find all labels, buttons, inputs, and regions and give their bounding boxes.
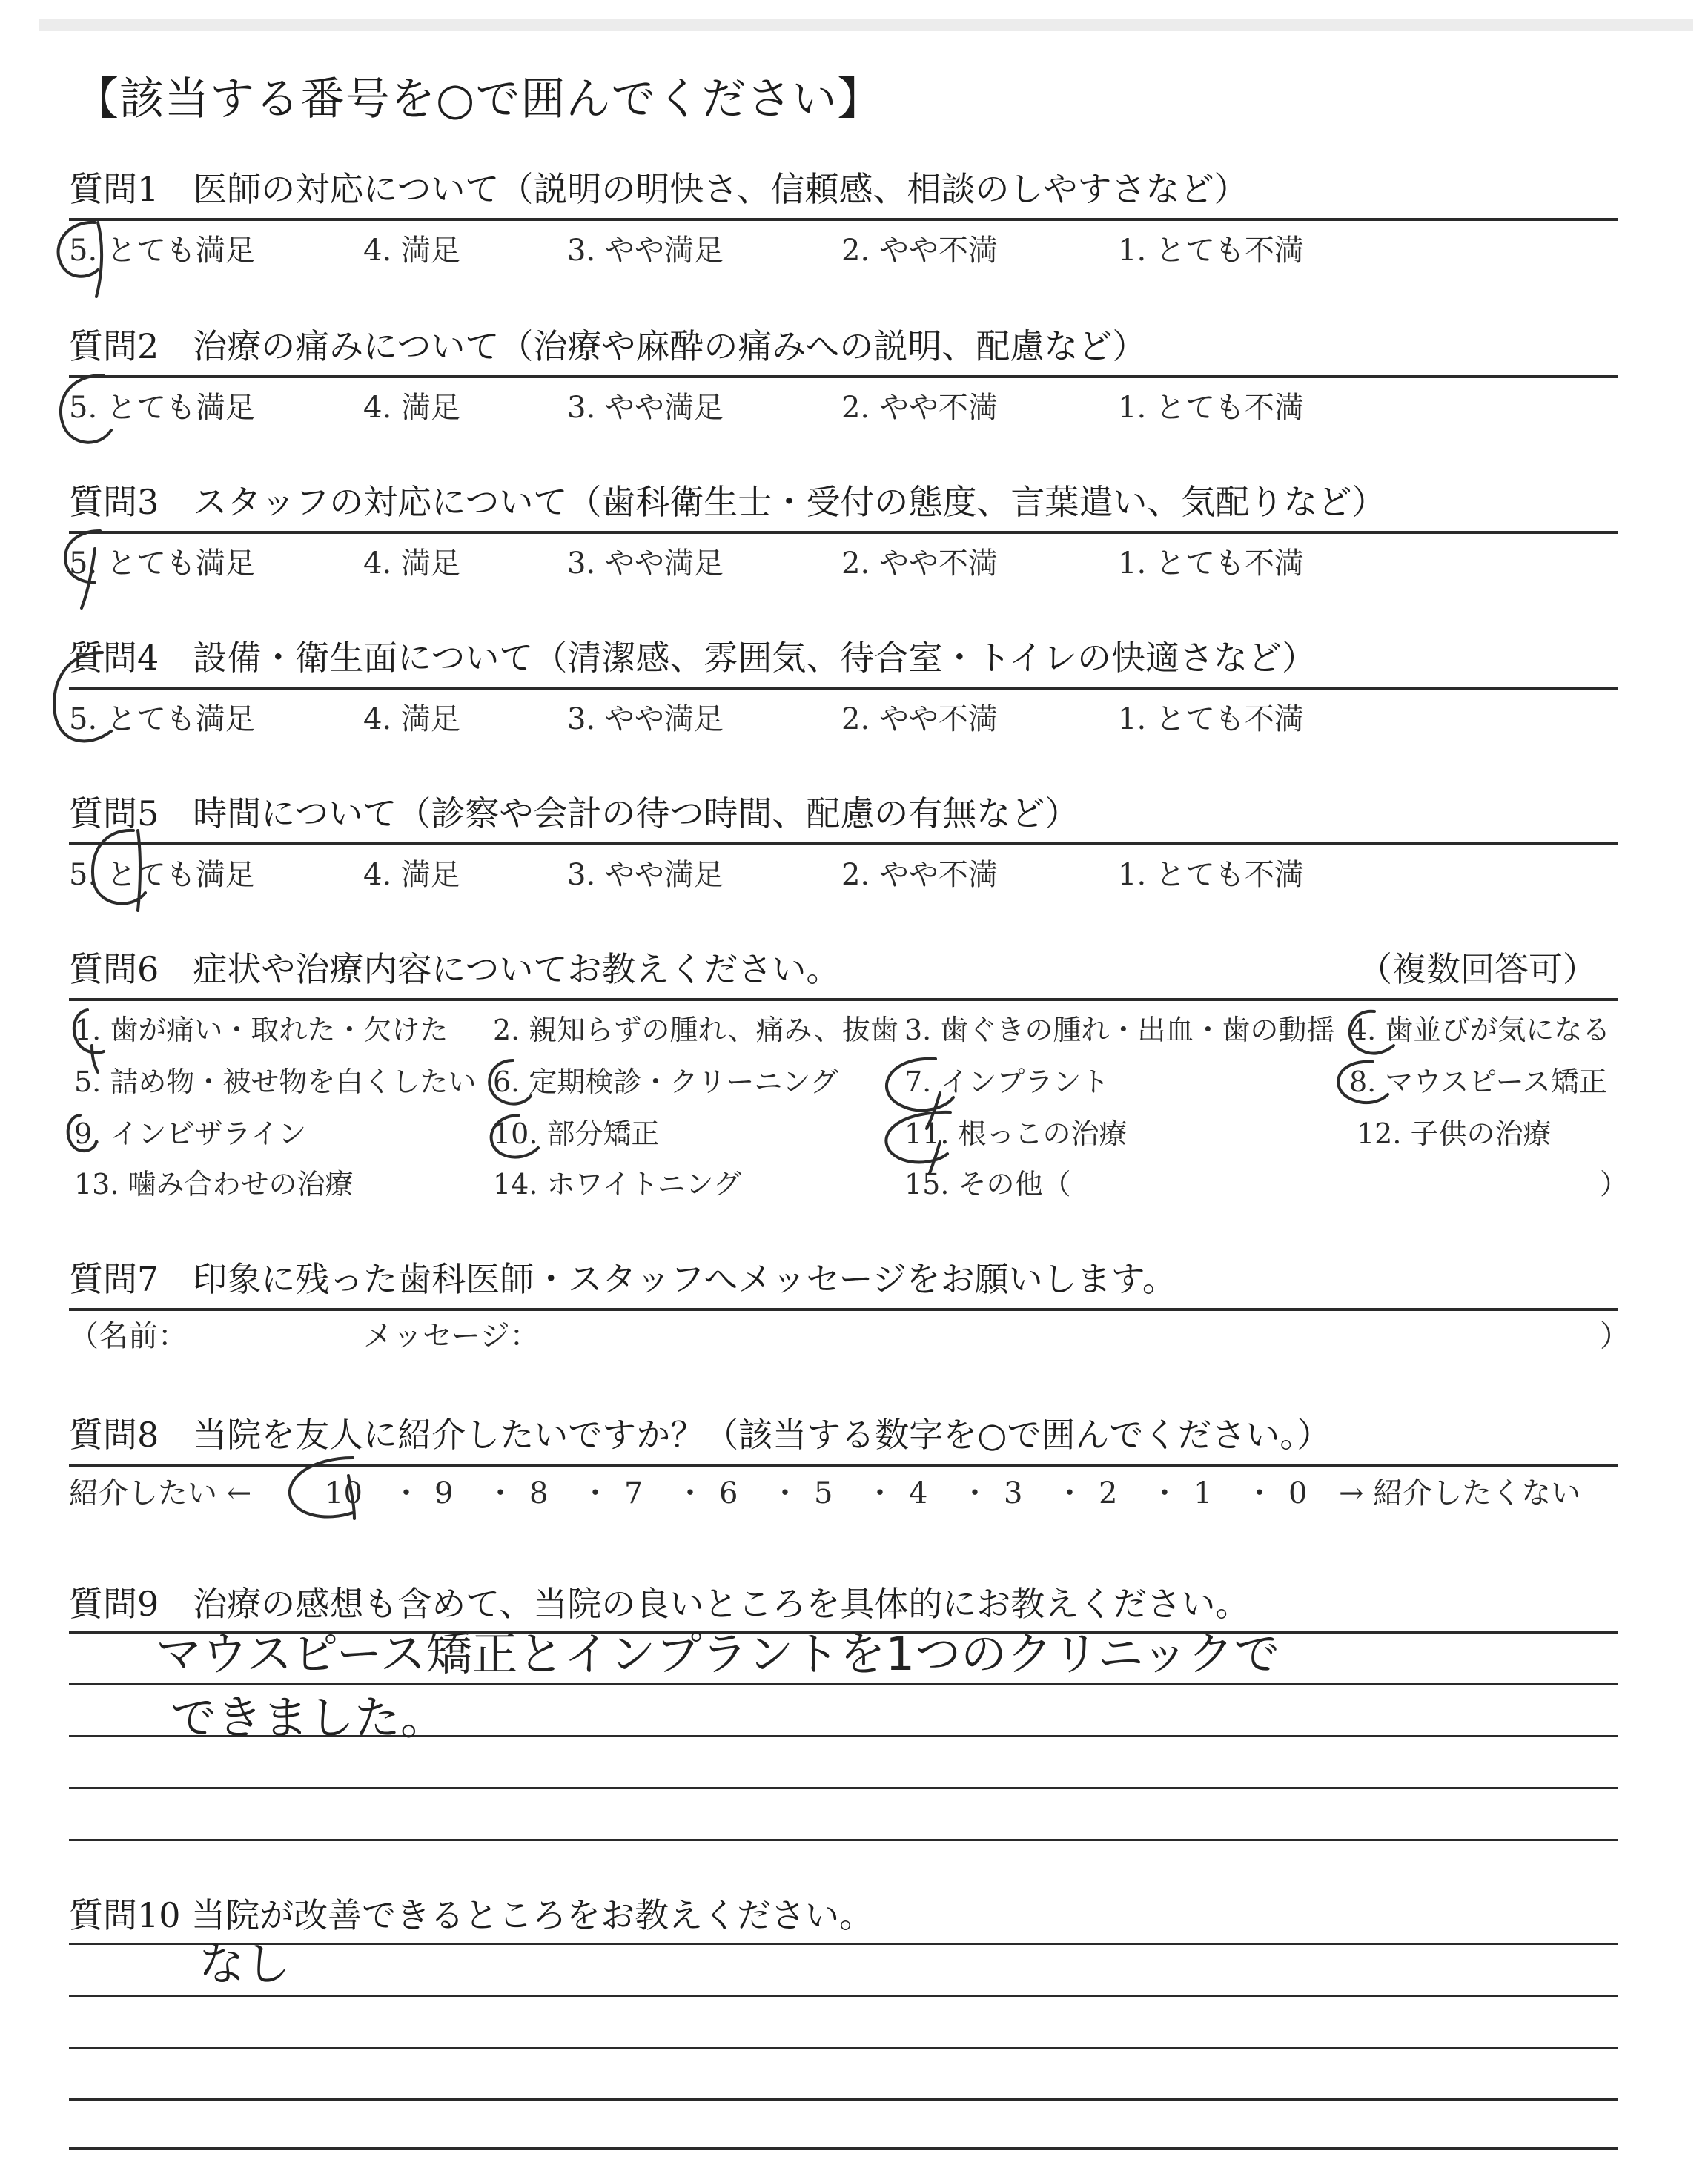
question-2: 質問2 治療の痛みについて（治療や麻酔の痛みへの説明、配慮など） [69,326,1147,366]
q9-answer-line-1: マウスピース矯正とインプラントを1つのクリニックで [156,1627,1280,1681]
q2-option-2[interactable]: 2. やや不満 [841,391,998,425]
question-5: 質問5 時間について（診察や会計の待つ時間、配慮の有無など） [69,793,1079,833]
q10-line [69,1995,1618,1997]
q8-option-5[interactable]: 5 [814,1476,833,1510]
question-8: 質問8 当院を友人に紹介したいですか？（該当する数字を○で囲んでください。） [69,1415,1331,1455]
q8-right-label: → 紹介したくない [1339,1476,1581,1510]
q8-dot: ・ [1245,1476,1274,1510]
q8-dot: ・ [391,1476,421,1510]
question-7: 質問7 印象に残った歯科医師・スタッフへメッセージをお願いします。 [69,1259,1176,1299]
q6-option-3[interactable]: 3. 歯ぐきの腫れ・出血・歯の動揺 [904,1014,1335,1046]
q6-option-6[interactable]: 6. 定期検診・クリーニング [493,1066,838,1098]
q8-dot: ・ [865,1476,895,1510]
q8-option-10[interactable]: 10 [325,1476,363,1510]
question-10: 質問10 当院が改善できるところをお教えください。 [69,1895,874,1935]
question-4: 質問4 設備・衛生面について（清潔感、雰囲気、待合室・トイレの快適さなど） [69,638,1317,678]
q10-line [69,2047,1618,2049]
scan-top-edge [39,19,1693,31]
q6-other-close: ） [1600,1168,1629,1200]
q6-option-8[interactable]: 8. マウスピース矯正 [1349,1066,1607,1098]
question-1: 質問1 医師の対応について（説明の明快さ、信頼感、相談のしやすさなど） [69,169,1248,209]
q1-option-5[interactable]: 5. とても満足 [69,234,255,268]
q8-left-label: 紹介したい ← [69,1476,252,1510]
q8-dot: ・ [1055,1476,1085,1510]
q9-line [69,1787,1618,1789]
q10-line [69,1943,1618,1945]
q8-option-1[interactable]: 1 [1194,1476,1213,1510]
q4-option-1[interactable]: 1. とても不満 [1118,702,1304,736]
q4-option-3[interactable]: 3. やや満足 [567,702,724,736]
q7-close: ） [1600,1319,1629,1353]
q5-option-5[interactable]: 5. とても満足 [69,858,255,892]
question-1-rule [69,218,1618,221]
q6-option-14[interactable]: 14. ホワイトニング [493,1168,742,1200]
question-2-rule [69,375,1618,378]
q4-option-4[interactable]: 4. 満足 [363,702,460,736]
q3-option-5[interactable]: 5. とても満足 [69,546,255,581]
q1-option-2[interactable]: 2. やや不満 [841,234,998,268]
q8-dot: ・ [1150,1476,1179,1510]
q8-dot: ・ [486,1476,515,1510]
q8-option-0[interactable]: 0 [1288,1476,1308,1510]
q3-option-3[interactable]: 3. やや満足 [567,546,724,581]
q4-option-5[interactable]: 5. とても満足 [69,702,255,736]
q6-option-11[interactable]: 11. 根っこの治療 [904,1117,1128,1150]
q8-option-4[interactable]: 4 [909,1476,928,1510]
q8-option-7[interactable]: 7 [624,1476,643,1510]
q2-option-1[interactable]: 1. とても不満 [1118,391,1304,425]
question-8-rule [69,1464,1618,1467]
q7-message-label: メッセージ： [363,1319,540,1353]
q6-option-10[interactable]: 10. 部分矯正 [493,1117,660,1150]
q2-option-5[interactable]: 5. とても満足 [69,391,255,425]
q6-option-4[interactable]: 4. 歯並びが気になる [1349,1014,1611,1046]
q4-option-2[interactable]: 2. やや不満 [841,702,998,736]
question-7-rule [69,1308,1618,1311]
q3-option-2[interactable]: 2. やや不満 [841,546,998,581]
q6-option-7[interactable]: 7. インプラント [904,1066,1110,1098]
q9-line [69,1631,1618,1634]
q9-line [69,1735,1618,1737]
question-5-rule [69,842,1618,845]
q8-option-9[interactable]: 9 [434,1476,454,1510]
q1-option-1[interactable]: 1. とても不満 [1118,234,1304,268]
q8-option-3[interactable]: 3 [1004,1476,1023,1510]
q8-dot: ・ [960,1476,990,1510]
q8-option-8[interactable]: 8 [529,1476,549,1510]
q3-option-1[interactable]: 1. とても不満 [1118,546,1304,581]
q5-option-1[interactable]: 1. とても不満 [1118,858,1304,892]
q10-answer: なし [199,1937,291,1991]
q2-option-4[interactable]: 4. 満足 [363,391,460,425]
question-3: 質問3 スタッフの対応について（歯科衛生士・受付の態度、言葉遣い、気配りなど） [69,482,1386,522]
question-6-rule [69,998,1618,1001]
q8-dot: ・ [580,1476,610,1510]
q8-option-2[interactable]: 2 [1099,1476,1118,1510]
question-3-rule [69,531,1618,534]
q6-option-5[interactable]: 5. 詰め物・被せ物を白くしたい [74,1066,477,1098]
question-9: 質問9 治療の感想も含めて、当院の良いところを具体的にお教えください。 [69,1584,1250,1624]
q10-line [69,2098,1618,2101]
q9-line [69,1839,1618,1841]
q6-option-12[interactable]: 12. 子供の治療 [1357,1117,1552,1150]
q8-dot: ・ [770,1476,800,1510]
q6-option-1[interactable]: 1. 歯が痛い・取れた・欠けた [74,1014,448,1046]
q10-line [69,2147,1618,2150]
q3-option-4[interactable]: 4. 満足 [363,546,460,581]
q6-option-2[interactable]: 2. 親知らずの腫れ、痛み、抜歯 [493,1014,898,1046]
q8-option-6[interactable]: 6 [719,1476,738,1510]
q6-option-15[interactable]: 15. その他（ [904,1168,1071,1200]
question-6-note: （複数回答可） [1358,949,1597,989]
q2-option-3[interactable]: 3. やや満足 [567,391,724,425]
q8-dot: ・ [675,1476,705,1510]
q1-option-4[interactable]: 4. 満足 [363,234,460,268]
q7-name-label: （名前： [69,1319,188,1353]
q9-line [69,1683,1618,1685]
q9-answer-line-2: できました。 [171,1691,447,1745]
q6-option-9[interactable]: 9. インビザライン [74,1117,307,1150]
q5-option-2[interactable]: 2. やや不満 [841,858,998,892]
q1-option-3[interactable]: 3. やや満足 [567,234,724,268]
form-header: 【該当する番号を○で囲んでください】 [74,73,883,125]
q5-option-4[interactable]: 4. 満足 [363,858,460,892]
q5-option-3[interactable]: 3. やや満足 [567,858,724,892]
question-4-rule [69,687,1618,690]
question-6: 質問6 症状や治療内容についてお教えください。 [69,949,841,989]
q6-option-13[interactable]: 13. 噛み合わせの治療 [74,1168,354,1200]
